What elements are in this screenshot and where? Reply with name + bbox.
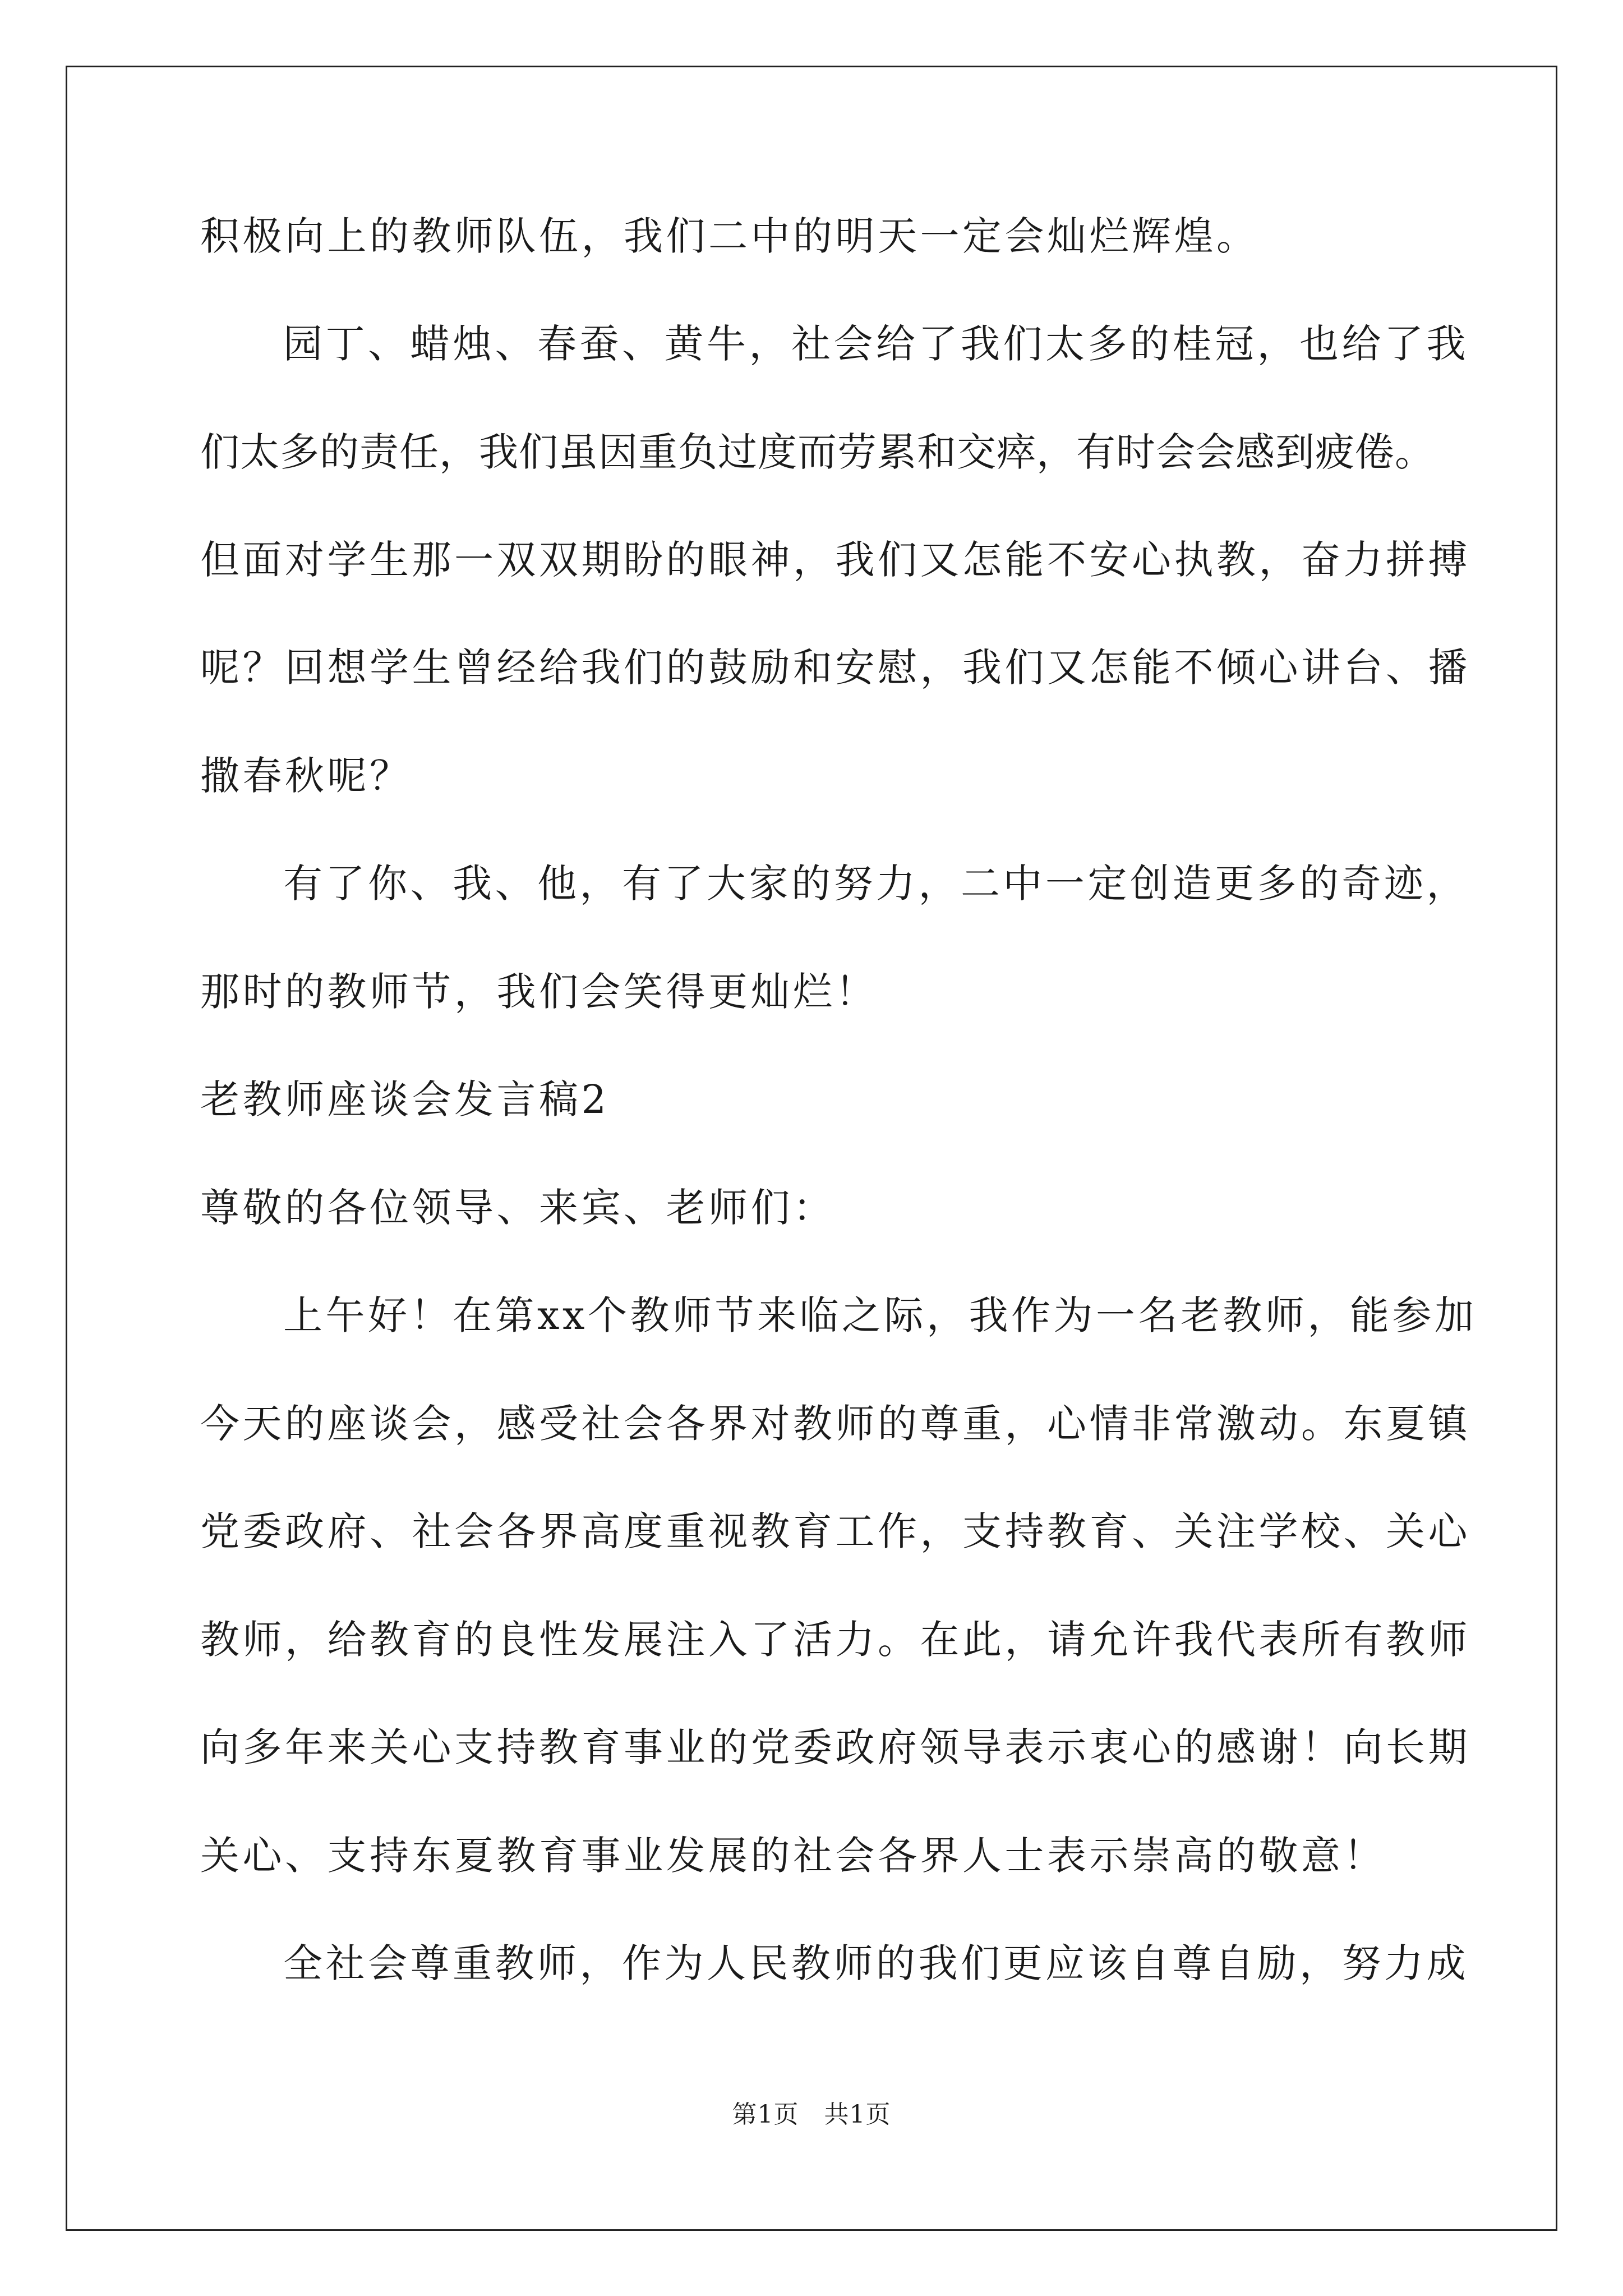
text-line-7: 有了你、我、他，有了大家的努力，二中一定创造更多的奇迹， [283,861,1469,907]
salutation: 尊敬的各位领导、来宾、老师们： [200,1185,836,1231]
text-line-6: 撒春秋呢？ [200,753,412,799]
text-line-1: 积极向上的教师队伍，我们二中的明天一定会灿烂辉煌。 [200,213,1259,259]
text-line-2: 园丁、蜡烛、春蚕、黄牛，社会给了我们太多的桂冠，也给了我 [283,321,1469,367]
page-border [66,66,1557,2231]
text-line-5: 呢？回想学生曾经给我们的鼓励和安慰，我们又怎能不倾心讲台、播 [200,645,1470,691]
section-heading: 老教师座谈会发言稿2 [200,1076,610,1122]
text-line-14: 教师，给教育的良性发展注入了活力。在此，请允许我代表所有教师 [200,1617,1470,1663]
page-footer: 第1页 共1页 [732,2100,891,2129]
text-line-15: 向多年来关心支持教育事业的党委政府领导表示衷心的感谢！向长期 [200,1724,1470,1770]
text-line-3: 们太多的责任，我们虽因重负过度而劳累和交瘁，有时会会感到疲倦。 [200,429,1435,475]
text-line-4: 但面对学生那一双双期盼的眼神，我们又怎能不安心执教，奋力拼搏 [200,537,1470,583]
text-line-16: 关心、支持东夏教育事业发展的社会各界人士表示崇高的敬意！ [200,1833,1386,1879]
text-line-13: 党委政府、社会各界高度重视教育工作，支持教育、关注学校、关心 [200,1508,1470,1554]
text-line-12: 今天的座谈会，感受社会各界对教师的尊重，心情非常激动。东夏镇 [200,1401,1470,1447]
text-line-8: 那时的教师节，我们会笑得更灿烂！ [200,969,878,1015]
text-line-17: 全社会尊重教师，作为人民教师的我们更应该自尊自励，努力成 [283,1940,1469,1986]
text-line-11: 上午好！在第xx个教师节来临之际，我作为一名老教师，能参加 [283,1292,1477,1338]
